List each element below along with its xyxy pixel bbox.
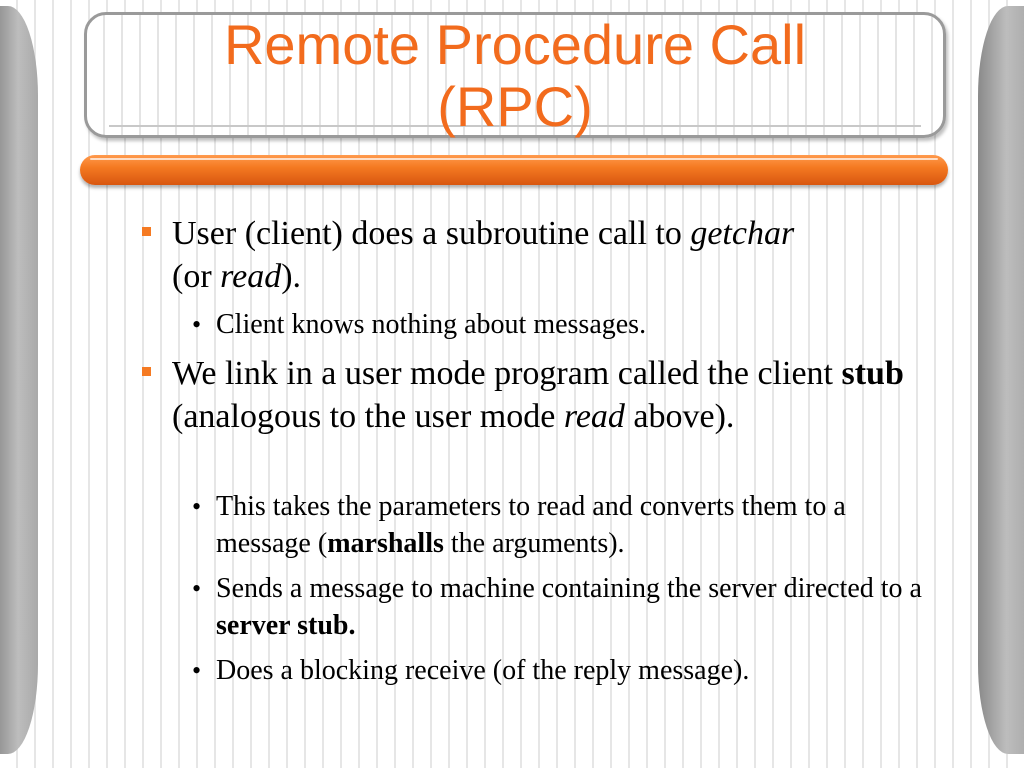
sub-bullet-text: Sends a message to machine containing the server directed to a	[216, 573, 922, 604]
bullet-text: (analogous to the user mode	[172, 398, 564, 435]
title-line-1: Remote Procedure Call	[223, 13, 807, 76]
square-bullet-icon	[142, 227, 151, 236]
sub-bullet-text: Client knows nothing about messages.	[216, 309, 647, 340]
sub-bullet-text: This takes the parameters to read and converts them to a message (	[216, 491, 846, 559]
square-bullet-icon	[142, 367, 151, 376]
bullet-strong: stub	[841, 355, 904, 392]
sub-bullet-marshalls	[192, 488, 936, 562]
sub-bullet-text: the arguments).	[443, 528, 625, 559]
bullet-emphasis: getchar	[690, 215, 795, 252]
bullet-text: We link in a user mode program called the client	[172, 355, 842, 392]
bullet-client-stub	[172, 352, 932, 438]
dot-bullet-icon: •	[192, 492, 202, 521]
sub-bullet-text: Does a blocking receive (of the reply message).	[216, 655, 750, 686]
sub-bullet-sends-message	[192, 570, 936, 644]
bullet-text: (or	[172, 258, 221, 295]
sub-bullet-client-knows	[192, 306, 936, 343]
bullet-emphasis: read	[563, 398, 625, 435]
sub-bullet-strong: server stub.	[216, 610, 356, 641]
sub-bullet-blocking-receive	[192, 652, 936, 689]
sub-bullet-strong: marshalls	[327, 528, 444, 559]
bullet-text: User (client) does a subroutine call to	[172, 215, 691, 252]
dot-bullet-icon: •	[192, 656, 202, 685]
bullet-text: ).	[281, 258, 302, 295]
title-line-2: (RPC)	[437, 75, 593, 138]
bullet-emphasis: read	[220, 258, 282, 295]
dot-bullet-icon: •	[192, 574, 202, 603]
bullet-text: above).	[624, 398, 735, 435]
dot-bullet-icon: •	[192, 310, 202, 339]
bullet-client-call	[172, 212, 932, 298]
